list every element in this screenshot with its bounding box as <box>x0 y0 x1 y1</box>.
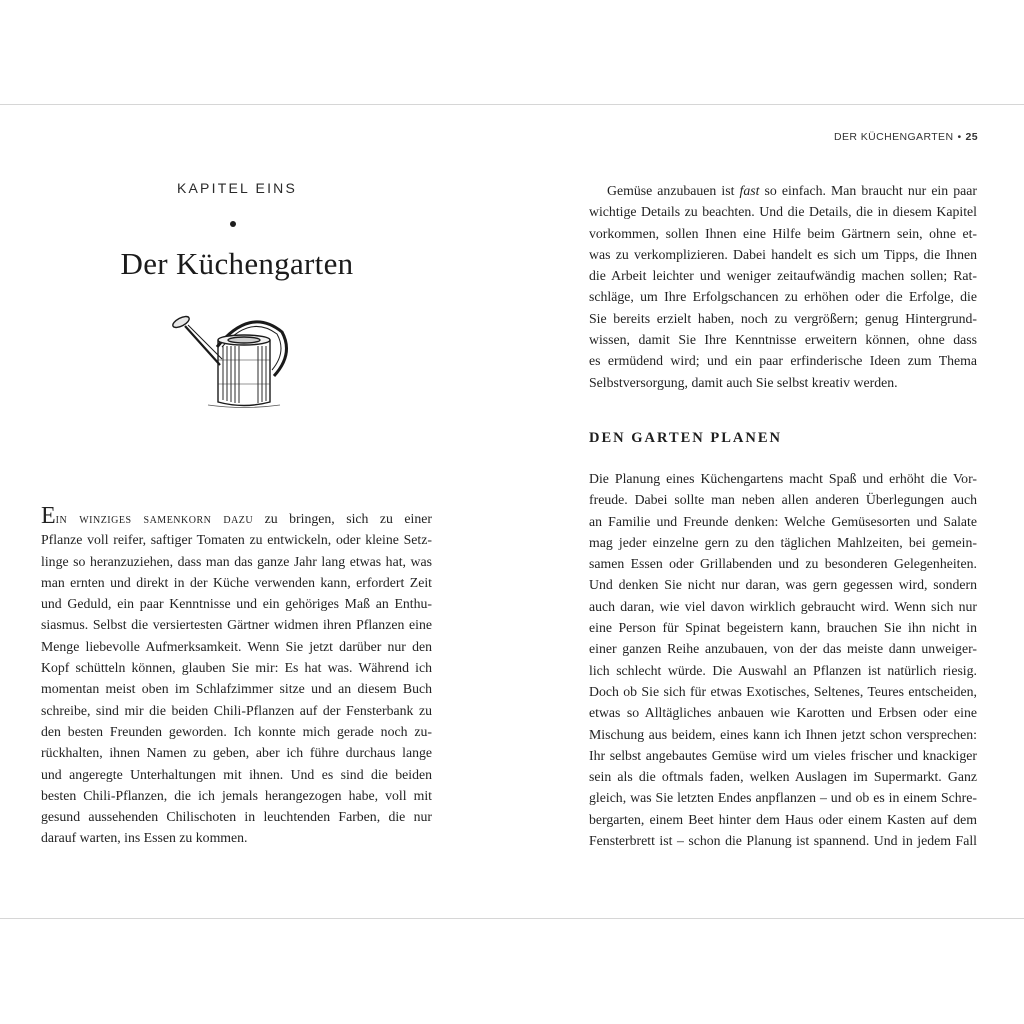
text-line: Kopf schütteln können, glauben Sie mir: Es hat was. Während ich <box>41 660 432 676</box>
text-line: schreibe, sind mir die beiden Chili-Pflanzen auf der Fensterbank zu <box>41 702 432 718</box>
chapter-title: Der Küchengarten <box>120 246 354 281</box>
text-line: Pflanze voll reifer, saftiger Tomaten zu entwickeln, oder kleine Setz- <box>41 532 432 548</box>
text-line: den besten Freunden geworden. Ich konnte mich gerade noch zu- <box>41 723 432 739</box>
page-bottom-edge <box>0 918 1024 919</box>
page-top-edge <box>0 104 1024 105</box>
text-line: rückhalten, ihnen Namen zu geben, aber ich führe durchaus lange <box>41 745 432 761</box>
text-line: was zu verkomplizieren. Dabei handelt es sich um Tipps, die Ihnen <box>589 246 977 262</box>
text-line: darauf warten, ins Essen zu kommen. <box>41 830 248 846</box>
text-line: Menge liebevolle Aufmerksamkeit. Wenn Sie jetzt darüber nur den <box>41 638 432 654</box>
text-line: lich schlecht würde. Die Auswahl an Pflanzen ist natürlich riesig. <box>589 662 977 678</box>
intro-paragraph <box>589 180 977 393</box>
text-line: samen Essen oder Grillabenden und zu besonderen Gelegenheiten. <box>589 556 977 572</box>
text-line: Doch ob Sie sich für etwas Exotisches, Seltenes, Teures entscheiden, <box>589 683 977 699</box>
text-line: etwas so Alltägliches anbauen wie Karotten und Erbsen oder eine <box>589 705 977 721</box>
text-line: vorkommen, sollen Ihnen eine Hilfe beim Gärtnern sein, ohne et- <box>589 225 977 241</box>
watering-can-icon <box>170 310 300 410</box>
text-line: und angeregte Unterhaltungen mit ihnen. Und es sind die beiden <box>41 766 432 782</box>
text-line: wissen, damit Sie Ihre Kenntnisse erweitern können, ohne dass <box>589 332 977 348</box>
running-head-separator: • <box>957 131 962 143</box>
text-line: es ermüdend wird; und ein paar erfinderische Ideen zum Thema <box>589 353 977 369</box>
running-head-title: DER KÜCHENGARTEN <box>834 131 954 143</box>
chapter-ornament-dot <box>230 221 236 227</box>
text-line: auch daran, wie viel davon wirklich gebraucht wird. Wenn sich nur <box>589 598 977 614</box>
running-head <box>834 131 978 143</box>
text-line: die Arbeit leichter und weniger zeitaufwändig machen sollen; Rat- <box>589 268 977 284</box>
small-caps-lead: in winziges samenkorn dazu <box>55 511 254 526</box>
section-heading: DEN GARTEN PLANEN <box>589 430 783 446</box>
text-line: Mischung aus beidem, eines kann ich Ihnen jetzt schon versprechen: <box>589 726 977 742</box>
text-line: an Familie und Freunde denken: Welche Gemüsesorten und Salate <box>589 513 977 529</box>
text-line: eine Person für Spinat begeistern kann, brauchen Sie ihn nicht in <box>589 620 977 636</box>
opening-line-rest: zu bringen, sich zu einer <box>253 511 432 526</box>
text-line: Und denken Sie nicht nur daran, was gern gegessen wird, sondern <box>589 577 977 593</box>
chapter-opening-text <box>41 504 432 849</box>
intro-first-line <box>589 180 977 201</box>
text-line: Fensterbrett ist – schon die Planung ist spannend. Und in jedem Fall <box>589 833 977 849</box>
text-line: freude. Dabei sollte man neben allen anderen Überlegungen auch <box>589 492 977 508</box>
text-line: einer ganzen Reihe anzubauen, von der das meiste dann unweiger- <box>589 641 977 657</box>
chapter-label: KAPITEL EINS <box>176 180 298 196</box>
text-line: und Geduld, ein paar Kenntnisse und ein gehöriges Maß an Enthu- <box>41 596 432 612</box>
text-line: mag jeder einzelne gern zu den täglichen Mahlzeiten, bei gemein- <box>589 534 977 550</box>
text-line: Ihr selbst angebautes Gemüse wird um vieles frischer und knackiger <box>589 747 977 763</box>
text-line: bergarten, einem Beet hinter dem Haus oder einem Kasten auf dem <box>589 811 977 827</box>
text-line: momentan meist oben im Schlafzimmer sitze und an diesem Buch <box>41 681 432 697</box>
text-line: man ernten und direkt in der Küche verwenden kann, erfordert Zeit <box>41 574 432 590</box>
text-line: Sie bereits erzielt haben, noch zu vergrößern; genug Hintergrund- <box>589 310 977 326</box>
intro-text-before: Gemüse anzubauen ist <box>607 183 740 198</box>
drop-cap: E <box>41 503 56 529</box>
section-body-text <box>589 468 977 851</box>
intro-text-after: so einfach. Man braucht nur ein paar <box>759 183 977 198</box>
text-line: Selbstversorgung, damit auch Sie selbst kreativ werden. <box>589 374 898 390</box>
text-line: sein als die oftmals faden, welken Auslagen im Supermarkt. Ganz <box>589 769 977 785</box>
text-line: besten Chili-Pflanzen, die ich jemals herangezogen habe, voll mit <box>41 787 432 803</box>
emphasis-fast: fast <box>739 183 760 198</box>
opening-line <box>41 504 432 529</box>
text-line: schläge, um Ihre Erfolgschancen zu erhöhen oder die Erfolge, die <box>589 289 977 305</box>
text-line: linge so heranzuziehen, dass man das ganze Jahr lang etwas hat, was <box>41 553 432 569</box>
text-line: wichtige Details zu beachten. Und die Details, die in diesem Kapitel <box>589 204 977 220</box>
text-line: siasmus. Selbst die versiertesten Gärtner widmen ihren Pflanzen eine <box>41 617 432 633</box>
page-number: 25 <box>965 131 978 143</box>
text-line: gesund aussehenden Chilischoten in leuchtenden Farben, die nur <box>41 809 432 825</box>
text-line: gleich, was Sie letzten Endes anpflanzen – und ob es in einem Schre- <box>589 790 977 806</box>
text-line: Die Planung eines Küchengartens macht Spaß und erhöht die Vor- <box>589 471 977 486</box>
